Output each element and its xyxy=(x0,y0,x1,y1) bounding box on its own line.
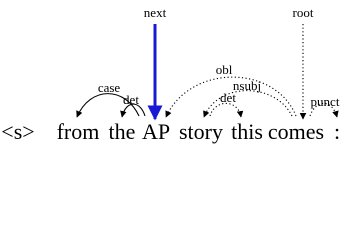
nsubj-label: nsubj xyxy=(232,78,262,93)
token-the: the xyxy=(108,119,136,144)
token-ap: AP xyxy=(141,119,171,144)
token-this: this xyxy=(231,119,263,144)
root-label: root xyxy=(292,5,314,20)
token-sentence-start: <s> xyxy=(1,119,35,144)
token-colon: : xyxy=(333,119,341,144)
obl-label: obl xyxy=(215,62,233,77)
det-story-label: det xyxy=(220,90,236,105)
case-label: case xyxy=(97,80,121,95)
token-story: story xyxy=(179,119,223,144)
punct-label: punct xyxy=(310,94,340,109)
nsubj-arc xyxy=(204,91,292,117)
token-comes: comes xyxy=(267,119,325,144)
det-story-arc xyxy=(210,103,241,117)
det-ap-label: det xyxy=(123,92,139,107)
next-label: next xyxy=(143,5,167,20)
token-from: from xyxy=(56,119,100,144)
